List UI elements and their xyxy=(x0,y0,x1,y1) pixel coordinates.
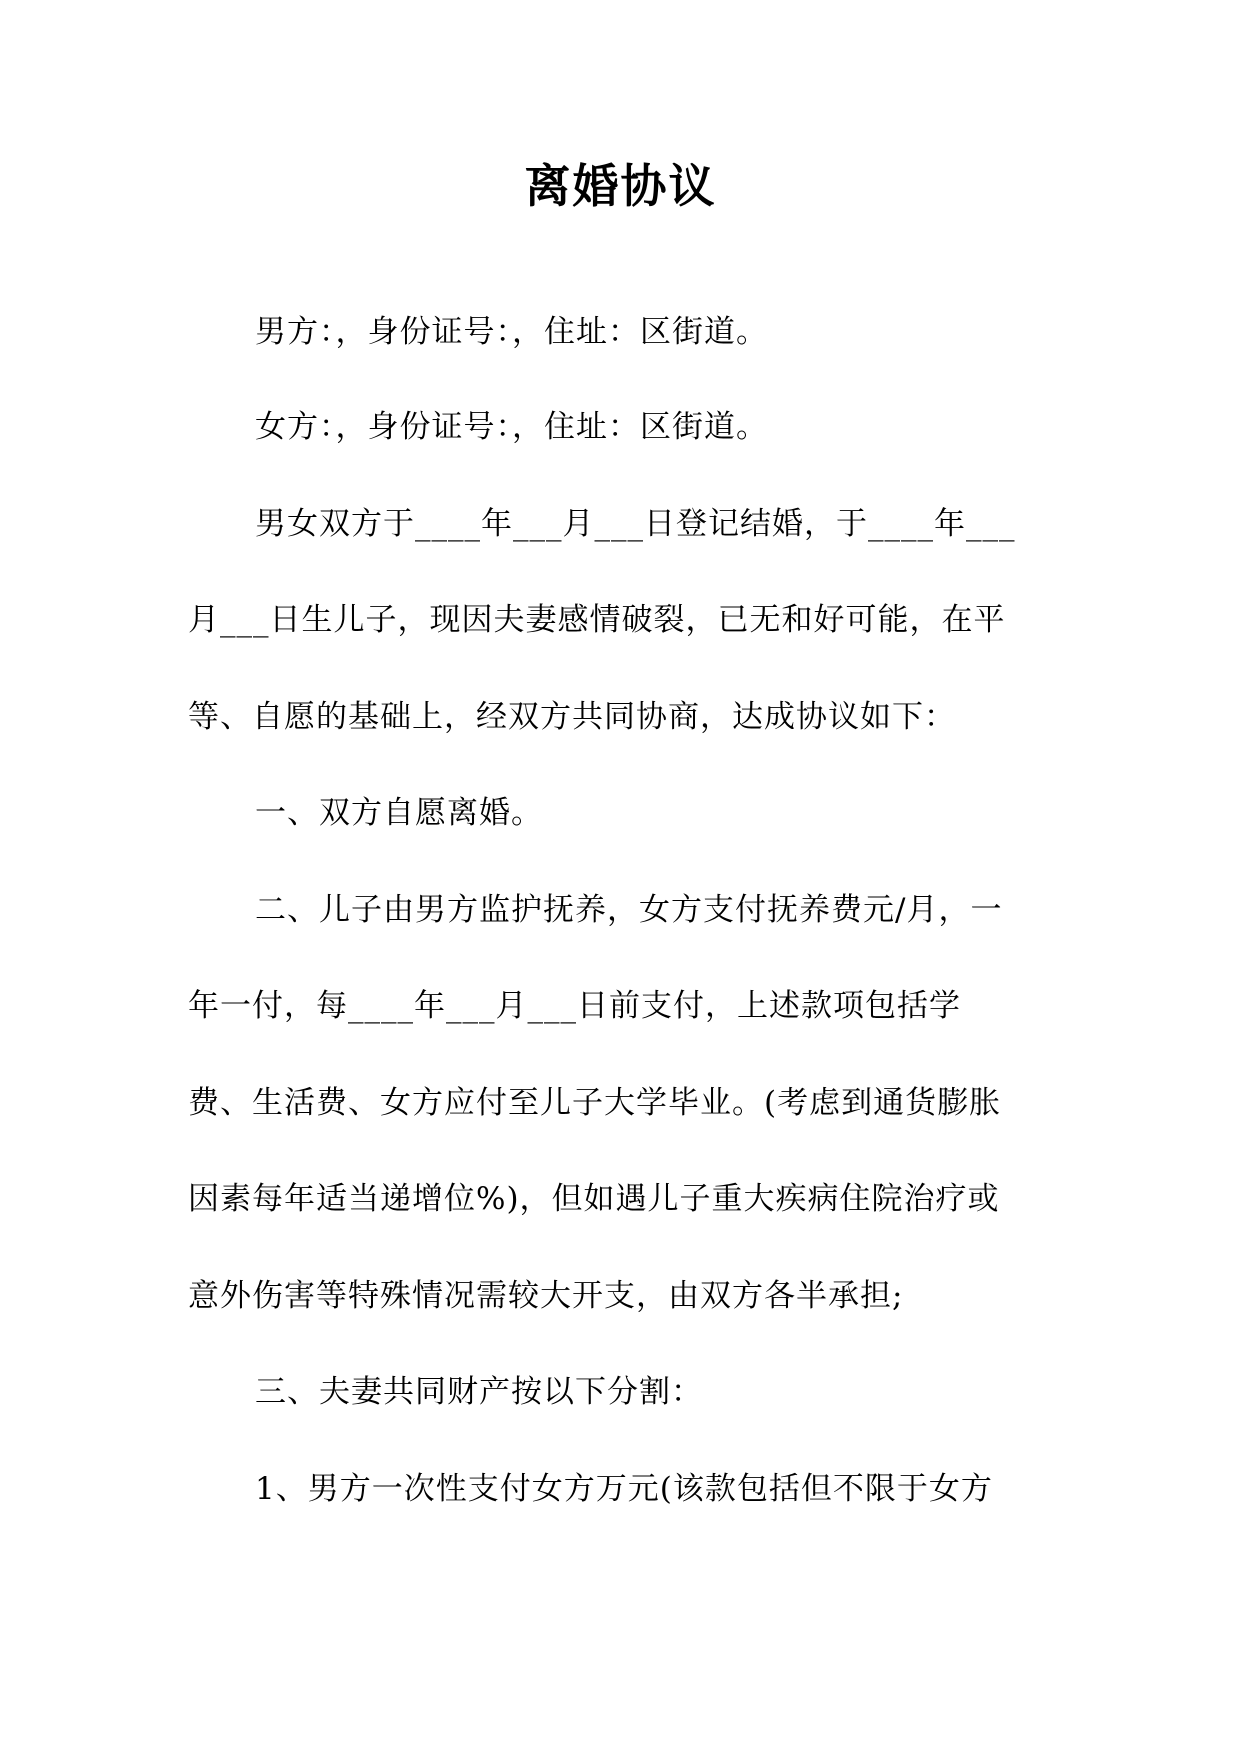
clause-2-line: 二、儿子由男方监护抚养，女方支付抚养费元/月，一 xyxy=(255,892,1003,928)
paragraph-line: 等、自愿的基础上，经双方共同协商，达成协议如下： xyxy=(188,699,956,735)
clause-1-line: 一、双方自愿离婚。 xyxy=(255,795,543,831)
paragraph-line: 月___日生儿子，现因夫妻感情破裂，已无和好可能，在平 xyxy=(188,602,1006,638)
paragraph-line: 意外伤害等特殊情况需较大开支，由双方各半承担; xyxy=(188,1278,904,1314)
clause-3-line: 三、夫妻共同财产按以下分割： xyxy=(255,1374,703,1410)
party-female-line: 女方：，身份证号：，住址：区街道。 xyxy=(255,409,768,445)
paragraph-line: 年一付，每____年___月___日前支付，上述款项包括学 xyxy=(188,988,961,1024)
party-male-line: 男方：，身份证号：，住址：区街道。 xyxy=(255,314,768,350)
paragraph-line: 费、生活费、女方应付至儿子大学毕业。(考虑到通货膨胀 xyxy=(188,1085,1002,1121)
paragraph-line: 男女双方于____年___月___日登记结婚，于____年___ xyxy=(255,506,1016,542)
document-title: 离婚协议 xyxy=(524,159,717,213)
paragraph-line: 因素每年适当递增位%)，但如遇儿子重大疾病住院治疗或 xyxy=(188,1181,1000,1217)
clause-3-item-1-line: 1、男方一次性支付女方万元(该款包括但不限于女方 xyxy=(255,1471,993,1507)
